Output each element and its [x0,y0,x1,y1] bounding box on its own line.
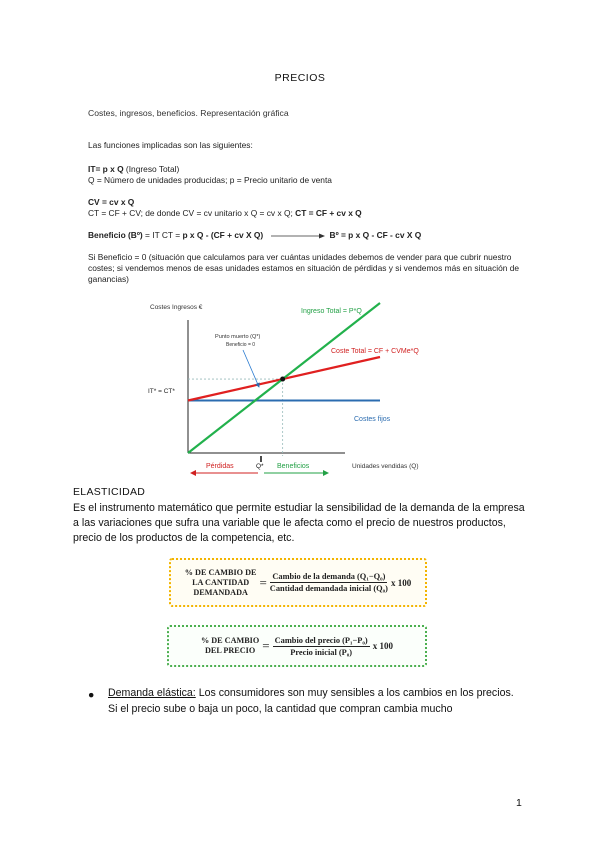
quantity-change-formula [169,558,427,607]
page-number: 1 [516,797,522,809]
formula1-label-line1: % DE CAMBIO DE [184,567,257,577]
q-star-label: Q* [256,463,264,470]
ct-formula-line [88,208,362,219]
y-break-even-label: IT* = CT* [148,388,175,395]
formula2-label [201,636,259,656]
legend-costes-fijos: Costes fijos [354,416,391,423]
section-subtitle: Costes, ingresos, beneficios. Representación gráfica [88,108,289,118]
intro-text: Las funciones implicadas son las siguientes: [88,140,253,150]
break-even-chart [140,298,440,478]
formula1-label-line2: LA CANTIDAD [192,577,250,587]
formula1-label [185,568,257,598]
elasticidad-heading: ELASTICIDAD [73,486,146,498]
q-definition: Q = Número de unidades producidas; p = Precio unitario de venta [88,175,332,185]
formula1-multiplier: x 100 [390,577,412,588]
break-even-subtitle: Beneficio = 0 [226,342,256,348]
legend-coste-total: Coste Total = CF + CVMe*Q [331,348,419,355]
elasticidad-paragraph: Es el instrumento matemático que permite estudiar la sensibilidad de la demanda de la empresa a las variaciones que sufra una variable que le afecta como el precio de nuestros productos, precio de los productos de la competencia, etc. [73,502,525,544]
formula1-equals: = [259,574,267,590]
ct-formula: CT = CF + cv x Q [295,208,362,218]
break-even-title: Punto muerto (Q*) [215,334,261,340]
price-change-formula [167,625,427,667]
formula2-equals: = [262,638,270,653]
arrow-right-icon [269,232,327,240]
bullet-dot-icon: ● [88,689,95,701]
break-even-point [280,377,285,382]
ct-derivation: CT = CF + CV; de donde CV = cv unitario x Q = cv x Q; [88,208,296,218]
beneficio-result: Bº = p x Q - CF - cv X Q [329,230,422,240]
it-formula-line [88,164,179,175]
beneficio-mid: = IT CT = [142,230,183,240]
legend-ingreso-total: Ingreso Total = P*Q [301,308,362,315]
it-description: (Ingreso Total) [123,164,180,174]
cv-formula: CV = cv x Q [88,197,135,207]
bullet-description: Los consumidores son muy sensibles a los cambios en los precios. Si el precio sube o baja un poco, la cantidad que compran cambia mucho [108,687,514,715]
beneficio-label: Beneficio (Bº) [88,230,143,240]
bullet-demanda-elastica [108,686,523,717]
page-title: PRECIOS [274,72,326,84]
formula2-label-line2: DEL PRECIO [204,646,256,655]
beneficio-line [88,230,421,241]
x-axis-label: Unidades vendidas (Q) [352,463,419,470]
formula2-multiplier: x 100 [372,641,393,651]
bullet-term: Demanda elástica: [108,687,196,699]
break-even-explanation: Si Beneficio = 0 (situación que calculamos para ver cuántas unidades debemos de vender para que cubrir nuestro costes; si vendemos menos de esas unidades estamos en situación de pérdidas y si vendemos más en situación de ganancias) [88,252,520,284]
formula1-fraction [270,572,388,593]
formula1-denominator: Cantidad demandada inicial (Q₀) [269,584,388,593]
beneficio-formula: p x Q - (CF + cv X Q) [182,230,264,240]
formula2-denominator: Precio inicial (P₀) [290,647,353,657]
formula2-label-line1: % DE CAMBIO [201,636,260,645]
break-even-pointer [243,350,259,387]
y-axis-label: Costes Ingresos € [150,304,203,311]
losses-label: Pérdidas [206,463,234,470]
it-formula: IT= p x Q [88,164,124,174]
formula1-numerator: Cambio de la demanda (Q₁−Q₀) [272,572,386,581]
formula2-numerator: Cambio del precio (P₁−P₀) [274,635,368,645]
formula2-fraction [273,636,370,657]
formula1-label-line3: DEMANDADA [193,587,248,597]
profits-label: Beneficios [277,463,310,470]
